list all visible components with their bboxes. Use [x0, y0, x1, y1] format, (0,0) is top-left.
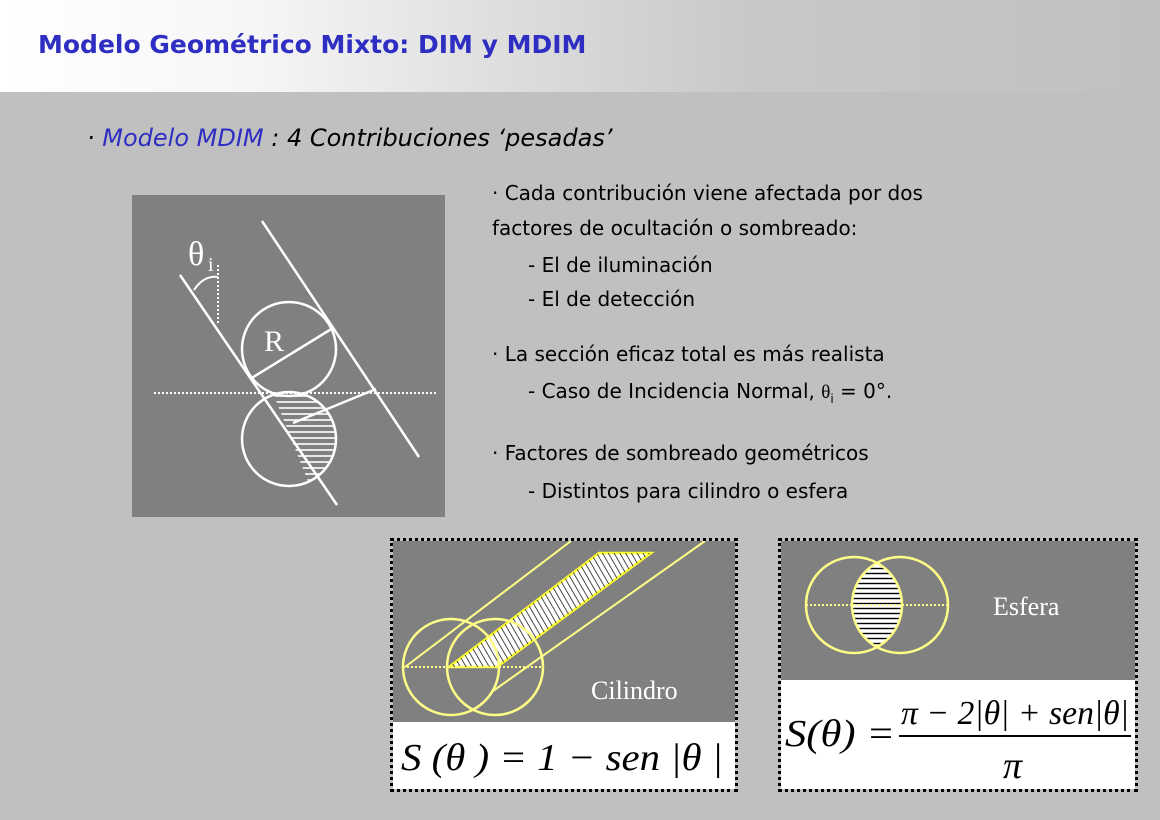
- cylinder-formula-box: [393, 722, 735, 789]
- theta-label: θ: [188, 236, 205, 273]
- sphere-formula-box: [781, 680, 1135, 789]
- bullet2-theta: θ: [821, 382, 831, 403]
- subtitle-accent: Modelo MDIM: [102, 124, 264, 152]
- theta-subscript: i: [208, 254, 214, 276]
- subtitle-rest: : 4 Contribuciones ‘pesadas’: [263, 124, 613, 152]
- bullet2-line1: · La sección eficaz total es más realista: [492, 342, 885, 366]
- sphere-formula-lhs: S(θ) =: [785, 713, 895, 755]
- cylinder-bg: [393, 541, 735, 722]
- cylinder-label: Cilindro: [591, 676, 678, 705]
- cylinder-diagram-svg: [393, 541, 735, 722]
- cylinder-formula-svg: [393, 722, 735, 789]
- sphere-panel: [781, 541, 1135, 680]
- radius-label: R: [264, 325, 285, 358]
- slide-subtitle: [87, 124, 612, 152]
- bullet2-sub1: [528, 374, 892, 416]
- bullet1-sub1: - El de iluminación: [528, 253, 713, 277]
- slide-title: Modelo Geométrico Mixto: DIM y MDIM: [38, 30, 587, 59]
- bullet2-sub1-prefix: - Caso de Incidencia Normal,: [528, 379, 822, 403]
- cylinder-formula: S (θ ) = 1 − sen |θ |: [401, 737, 723, 779]
- sphere-formula-numerator: π − 2|θ| + sen|θ|: [901, 695, 1129, 732]
- bullet1-line2: factores de ocultación o sombreado:: [492, 216, 858, 240]
- main-diagram: [132, 195, 445, 517]
- sphere-formula-denominator: π: [1003, 745, 1023, 787]
- bullet2-theta-sub: i: [830, 392, 834, 406]
- sphere-label: Esfera: [993, 592, 1060, 621]
- main-diagram-svg: [132, 195, 445, 517]
- bullet1-sub2: - El de detección: [528, 287, 696, 311]
- bullet2-sub1-suffix: = 0°.: [833, 379, 893, 403]
- subtitle-bullet: ·: [87, 124, 103, 152]
- bullet3-sub1: - Distintos para cilindro o esfera: [528, 479, 849, 503]
- bullet3-line1: · Factores de sombreado geométricos: [492, 441, 869, 465]
- cylinder-panel: [393, 541, 735, 722]
- bullet1-line1: · Cada contribución viene afectada por dos: [492, 181, 923, 205]
- sphere-diagram-svg: [781, 541, 1135, 680]
- sphere-formula-svg: [781, 680, 1135, 789]
